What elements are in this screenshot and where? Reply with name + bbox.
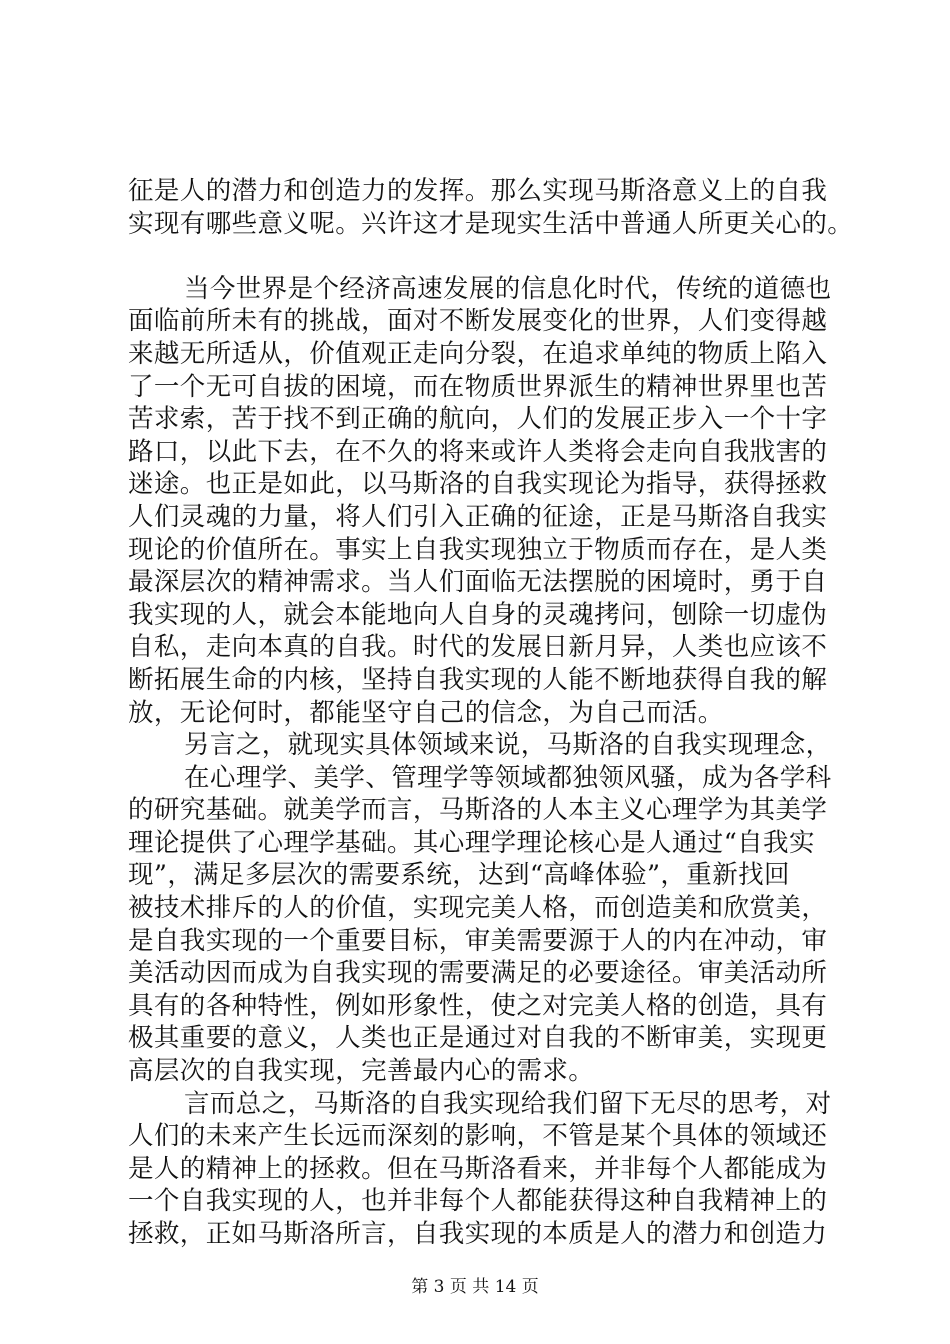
- text-line: 了一个无可自拔的困境，而在物质世界派生的精神世界里也苦: [128, 371, 828, 402]
- text-line: 我实现的人，就会本能地向人自身的灵魂拷问，刨除一切虚伪: [128, 599, 828, 630]
- text-line: 拯救，正如马斯洛所言，自我实现的本质是人的潜力和创造力: [128, 1219, 828, 1249]
- text-line: 的研究基础。就美学而言，马斯洛的人本主义心理学为其美学: [128, 795, 828, 826]
- text-line: 是自我实现的一个重要目标，审美需要源于人的内在冲动，审: [128, 925, 828, 956]
- text-line: 另言之，就现实具体领域来说，马斯洛的自我实现理念，: [184, 730, 832, 761]
- text-line: 征是人的潜力和创造力的发挥。那么实现马斯洛意义上的自我: [128, 176, 828, 206]
- text-line: 在心理学、美学、管理学等领域都独领风骚，成为各学科: [184, 762, 832, 793]
- text-line: 自私，走向本真的自我。时代的发展日新月异，人类也应该不: [128, 632, 828, 663]
- text-line: 当今世界是个经济高速发展的信息化时代，传统的道德也: [184, 273, 832, 304]
- text-line: 人们的未来产生长远而深刻的影响，不管是某个具体的领域还: [128, 1121, 828, 1152]
- text-line: 是人的精神上的拯救。但在马斯洛看来，并非每个人都能成为: [128, 1153, 828, 1184]
- text-line: 一个自我实现的人，也并非每个人都能获得这种自我精神上的: [128, 1186, 828, 1217]
- text-line: 现论的价值所在。事实上自我实现独立于物质而存在，是人类: [128, 534, 828, 565]
- text-line: 高层次的自我实现，完善最内心的需求。: [128, 1056, 595, 1087]
- text-line: 迷途。也正是如此，以马斯洛的自我实现论为指导，获得拯救: [128, 469, 828, 500]
- text-line: 现”，满足多层次的需要系统，达到“高峰体验”，重新找回: [128, 860, 790, 891]
- text-line: 人们灵魂的力量，将人们引入正确的征途，正是马斯洛自我实: [128, 501, 828, 532]
- text-line: 路口，以此下去，在不久的将来或许人类将会走向自我戕害的: [128, 436, 828, 467]
- text-line: 放，无论何时，都能坚守自己的信念，为自己而活。: [128, 697, 724, 728]
- paragraph-gap: [128, 240, 840, 273]
- text-line: 美活动因而成为自我实现的需要满足的必要途径。审美活动所: [128, 958, 828, 989]
- text-line: 理论提供了心理学基础。其心理学理论核心是人通过“自我实: [128, 827, 815, 858]
- text-line: 言而总之，马斯洛的自我实现给我们留下无尽的思考，对: [184, 1088, 832, 1119]
- text-line: 面临前所未有的挑战，面对不断发展变化的世界，人们变得越: [128, 306, 828, 337]
- text-line: 断拓展生命的内核，坚持自我实现的人能不断地获得自我的解: [128, 664, 828, 695]
- text-line: 具有的各种特性，例如形象性，使之对完美人格的创造，具有: [128, 990, 828, 1021]
- document-body: [128, 175, 854, 1251]
- text-line: 苦求索，苦于找不到正确的航向，人们的发展正步入一个十字: [128, 404, 828, 435]
- text-line: 极其重要的意义，人类也正是通过对自我的不断审美，实现更: [128, 1023, 828, 1054]
- text-line: 来越无所适从，价值观正走向分裂，在追求单纯的物质上陷入: [128, 338, 828, 369]
- page-number-footer: 第 3 页 共 14 页: [411, 1277, 539, 1297]
- text-line: 被技术排斥的人的价值，实现完美人格，而创造美和欣赏美，: [128, 893, 828, 924]
- text-line: 最深层次的精神需求。当人们面临无法摆脱的困境时，勇于自: [128, 567, 828, 598]
- text-line: 实现有哪些意义呢。兴许这才是现实生活中普通人所更关心的。: [128, 208, 854, 239]
